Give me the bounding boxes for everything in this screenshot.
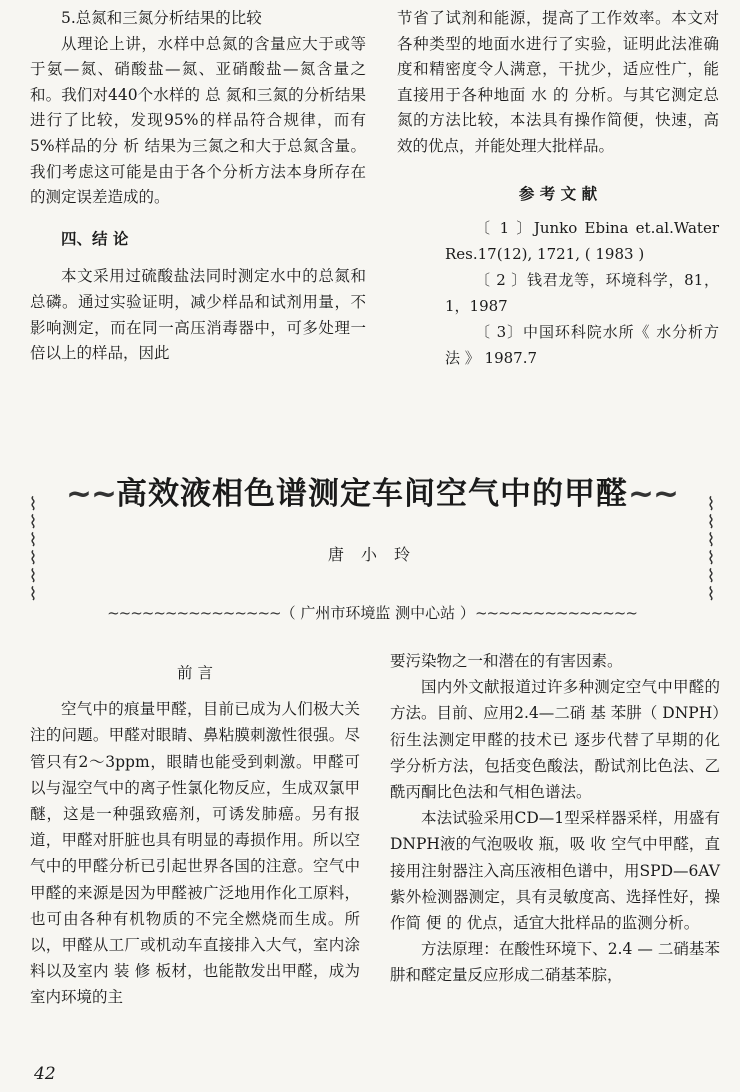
paragraph: 方法原理：在酸性环境下、2.4 — 二硝基苯肼和醛定量反应形成二硝基苯腙， xyxy=(390,940,720,985)
reference-item: 〔 1 〕Junko Ebina et.al.Water Res.17(12), 1721, ( 1983 ) xyxy=(445,219,719,264)
paragraph: 空气中的痕量甲醛，目前已成为人们极大关注的问题。甲醛对眼睛、鼻粘膜刺激性很强。尽管只有2～3ppm，眼睛也能受到刺激。甲醛可以与湿空气中的离子性氯化物反应，生成双氯甲醚，这是一种强致癌剂，可诱发肺癌。另有报道，甲醛对肝脏也具有明显的毒损作用。所以空气中的甲醛分析已引起世界各国的注意。空气中甲醛的来源是因为甲醛被广泛地用作化工原料，也可由各种有机物质的不完全燃烧而生成。所以，甲醛从工厂或机动车直接排入大气，室内涂料以及室内 装 修 板材，也能散发出甲醛，成为室内环境的主 xyxy=(30,700,360,1007)
affiliation-line xyxy=(22,602,722,623)
author: 唐 小 玲 xyxy=(327,545,417,564)
paragraph: 节省了试剂和能源，提高了工作效率。本文对各种类型的地面水进行了实验，证明此法准确度和精密度令人满意，干扰少，适应性广，能直接用于各种地面 水 的 分析。与其它测定总氮的方法比较，本法具有操作简便，快速，高效的优点，并能处理大批样品。 xyxy=(397,9,719,155)
article-title: 高效液相色谱测定车间空气中的甲醛 xyxy=(116,476,628,512)
paragraph: 国内外文献报道过许多种测定空气中甲醛的方法。目前、应用2.4—二硝 基 苯肼（ DNPH）衍生法测定甲醛的技术已 逐步代替了早期的化学分析方法，包括变色酸法，酚试剂比色法、乙酰丙酮比色法和气相色谱法。 xyxy=(390,678,720,802)
preface-heading: 前 言 xyxy=(177,664,213,682)
wave-border-left: ⌇ ⌇ ⌇ ⌇ ⌇ ⌇ xyxy=(28,494,38,605)
paragraph: 从理论上讲，水样中总氮的含量应大于或等于氨—氮、硝酸盐—氮、亚硝酸盐—氮含量之和。我们对440个水样的 总 氮和三氮的分析结果进行了比较，发现95%的样品符合规律，而有5%样品的分 析 结果为三氮之和大于总氮含量。我们考虑这可能是由于各个分析方法本身所存在的测定误差造成的。 xyxy=(30,34,366,207)
top-right-column xyxy=(397,6,719,371)
bottom-right-column xyxy=(390,648,720,989)
affiliation: （ 广州市环境监 测中心站 ） xyxy=(280,604,475,622)
page-number: 42 xyxy=(34,1064,56,1084)
article-header xyxy=(22,460,722,630)
references-heading: 参 考 文 献 xyxy=(518,184,598,203)
subsection-heading: 5.总氮和三氮分析结果的比较 xyxy=(61,9,262,27)
wave-ornament: ~~ xyxy=(628,476,678,512)
section-heading: 四、结 论 xyxy=(61,229,129,248)
reference-item: 〔 2 〕钱君龙等，环境科学，81，1，1987 xyxy=(445,271,719,316)
wave-ornament: ~~~~~~~~~~~~~~ xyxy=(474,604,637,622)
wave-ornament: ~~~~~~~~~~~~~~~ xyxy=(107,604,281,622)
bottom-left-column xyxy=(30,660,360,1011)
paragraph: 本法试验采用CD—1型采样器采样，用盛有DNPH液的气泡吸收 瓶，吸 收 空气中甲醛，直接用注射器注入高压液相色谱中，用SPD—6AV紫外检测器测定，具有灵敏度高、选择性好，操作简 便 的 优点，适宜大批样品的监测分析。 xyxy=(390,809,720,933)
paragraph: 本文采用过硫酸盐法同时测定水中的总氮和总磷。通过实验证明，减少样品和试剂用量，不影响测定，而在同一高压消毒器中，可多处理一倍以上的样品，因此 xyxy=(30,267,366,363)
reference-item: 〔 3〕中国环科院水所《 水分析方法 》 1987.7 xyxy=(445,323,719,368)
article-title-line xyxy=(22,468,722,513)
top-left-column xyxy=(30,6,366,367)
wave-border-right: ⌇ ⌇ ⌇ ⌇ ⌇ ⌇ xyxy=(706,494,716,605)
wave-ornament: ~~ xyxy=(66,476,116,512)
paragraph: 要污染物之一和潜在的有害因素。 xyxy=(390,652,623,670)
